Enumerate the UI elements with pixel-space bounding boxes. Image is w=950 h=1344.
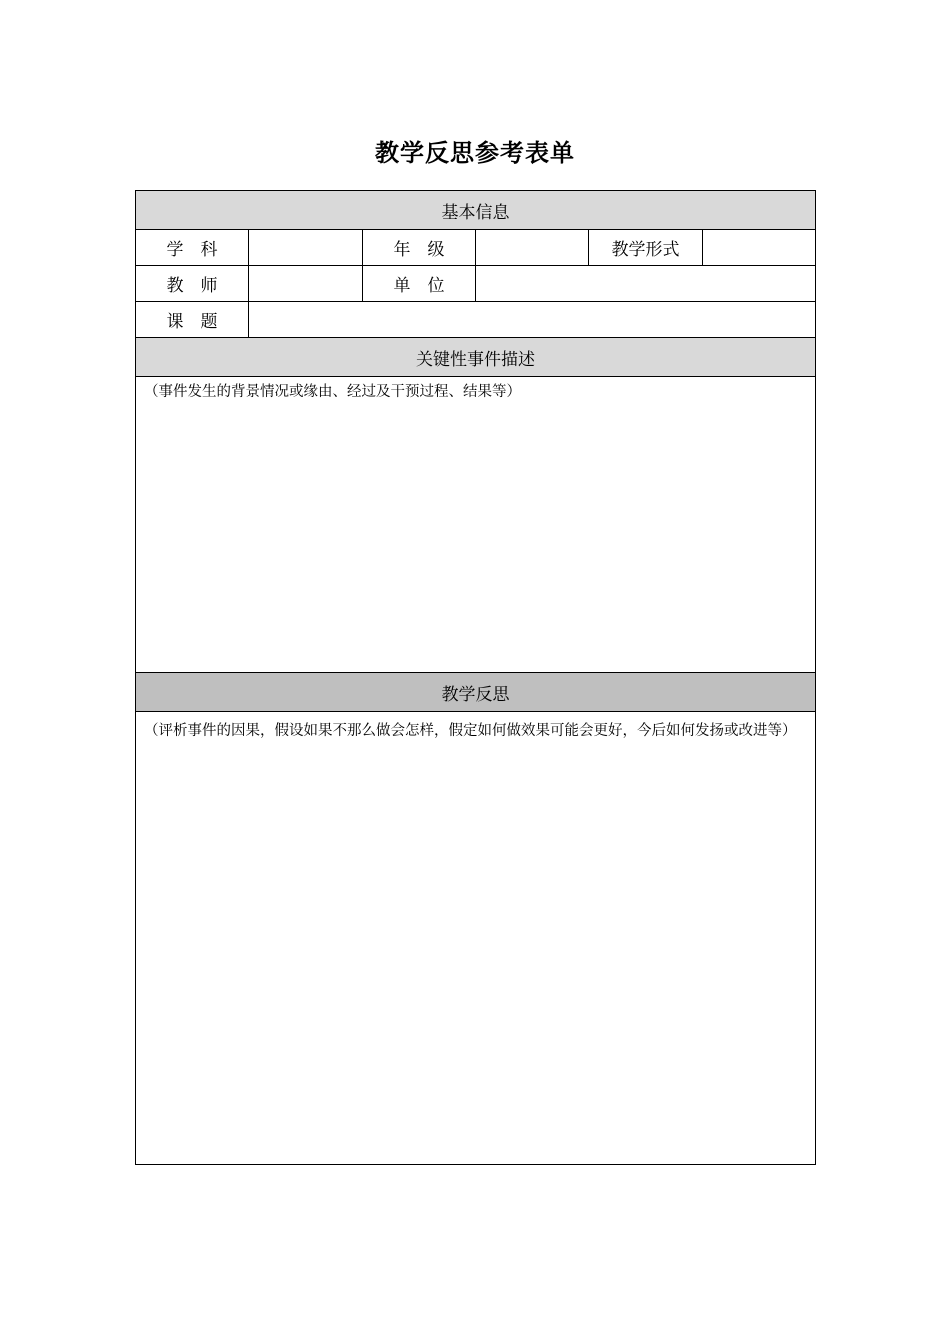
page-title: 教学反思参考表单 (375, 139, 575, 167)
key-event-hint: （事件发生的背景情况或缘由、经过及干预过程、结果等） (144, 384, 521, 400)
section-header-reflection: 教学反思 (136, 673, 816, 712)
topic-field[interactable] (249, 302, 816, 338)
teaching-form-field[interactable] (703, 230, 816, 266)
reflection-area[interactable] (136, 712, 816, 1165)
label-teaching-form: 教学形式 (589, 230, 703, 266)
subject-field[interactable] (249, 230, 363, 266)
label-unit: 单 位 (363, 266, 476, 302)
label-teacher: 教 师 (136, 266, 249, 302)
label-subject: 学 科 (136, 230, 249, 266)
label-grade: 年 级 (363, 230, 476, 266)
grade-field[interactable] (476, 230, 589, 266)
label-topic: 课 题 (136, 302, 249, 338)
section-header-basic-info: 基本信息 (136, 191, 816, 230)
unit-field[interactable] (476, 266, 816, 302)
key-event-description-area[interactable] (136, 377, 816, 673)
teacher-field[interactable] (249, 266, 363, 302)
reflection-form-table (135, 190, 816, 1165)
reflection-hint: （评析事件的因果，假设如果不那么做会怎样，假定如何做效果可能会更好，今后如何发扬或改进等） (144, 723, 797, 739)
section-header-key-event: 关键性事件描述 (136, 338, 816, 377)
